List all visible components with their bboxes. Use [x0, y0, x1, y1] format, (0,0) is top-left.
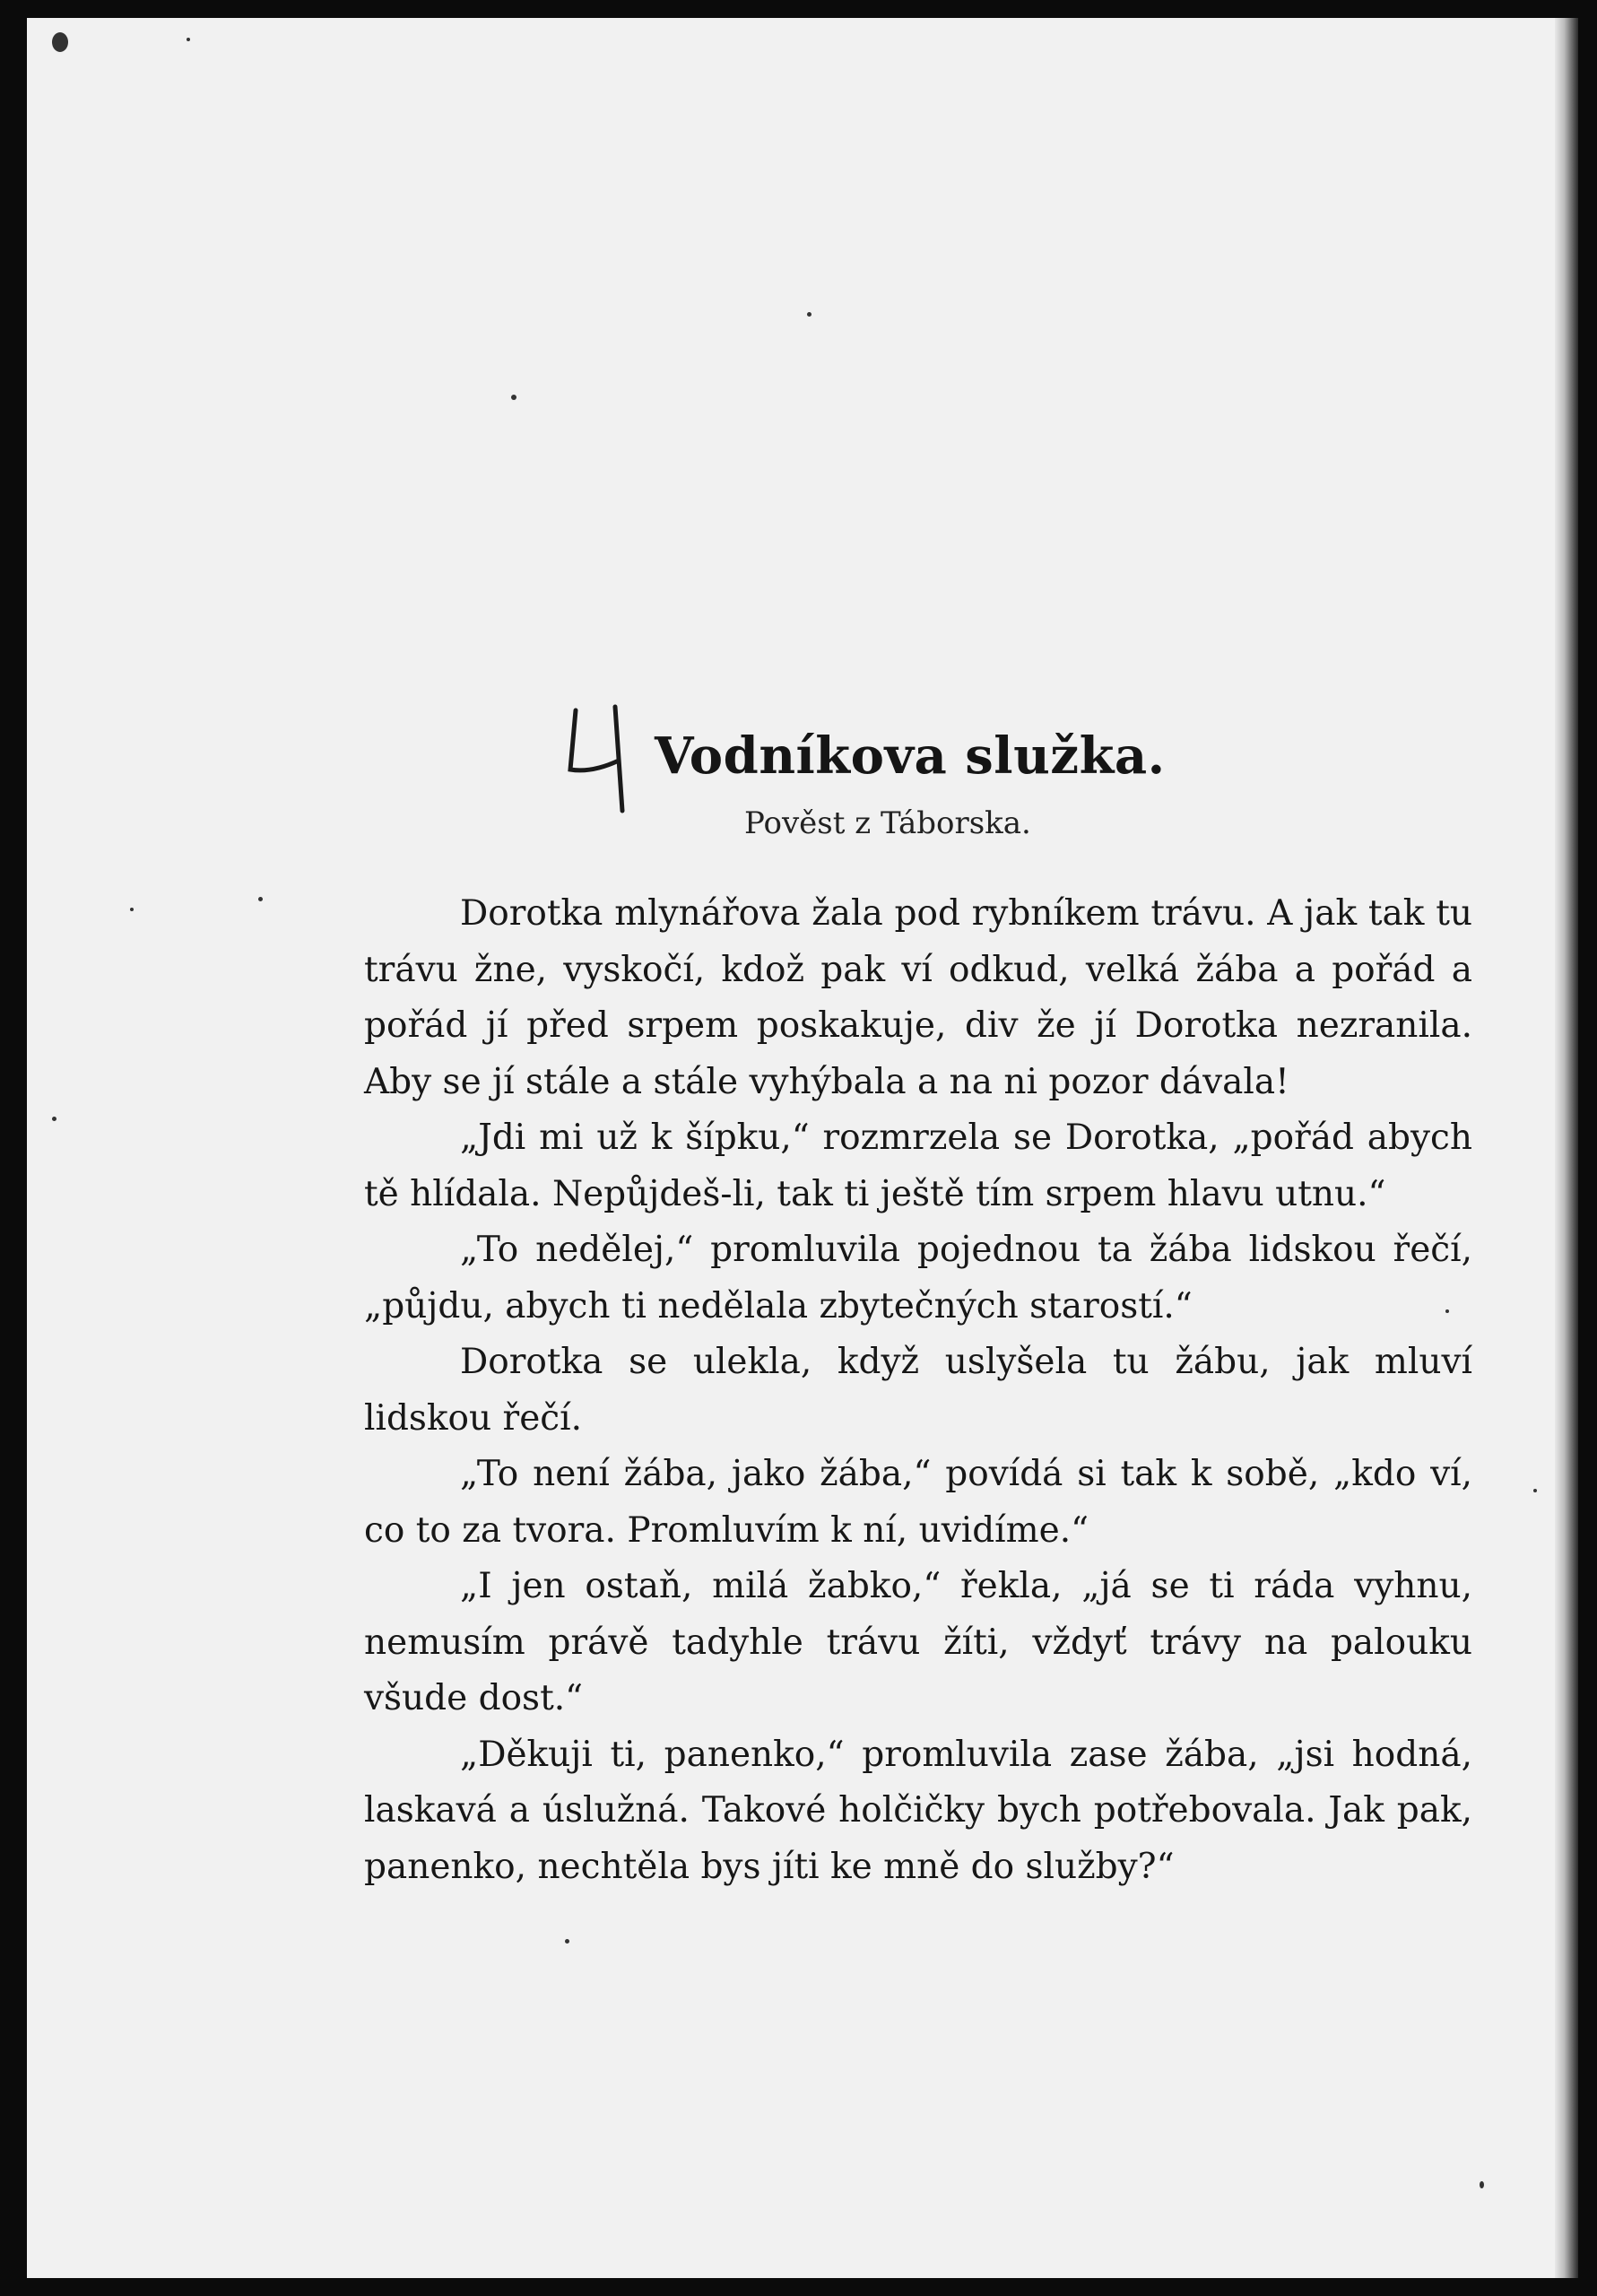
paragraph: Dorotka se ulekla, když uslyšela tu žábu, jak mluví lidskou řečí. [364, 1342, 1472, 1439]
paragraph: „To není žába, jako žába,“ povídá si tak k sobě, „kdo ví, co to za tvora. Promluvím k ní, uvidíme.“ [364, 1454, 1472, 1551]
handwritten-number [556, 700, 655, 816]
scan-speck [52, 1117, 56, 1121]
book-page [27, 18, 1578, 2278]
page-spine-shadow [1555, 18, 1578, 2278]
scan-speck [187, 38, 190, 41]
scan-speck [130, 908, 134, 911]
paragraph: Dorotka mlynářova žala pod rybníkem trávu. A jak tak tu trávu žne, vyskočí, kdož pak ví odkud, velká žába a pořád a pořád jí před srpem poskakuje, div že jí Dorotka nezranila. Aby se jí stále a stále vyhýbala a na ni pozor dávala! [364, 893, 1472, 1102]
chapter-title: Vodníkova služka. [655, 726, 1166, 786]
paragraph: „To nedělej,“ promluvila pojednou ta žába lidskou řečí, „půjdu, abych ti nedělala zbytečných starostí.“ [364, 1230, 1472, 1326]
scan-speck [52, 32, 68, 52]
scan-speck [511, 395, 516, 400]
paragraph: „I jen ostaň, milá žabko,“ řekla, „já se ti ráda vyhnu, nemusím právě tadyhle trávu žíti, vždyť trávy na palouku všude dost.“ [364, 1566, 1472, 1718]
scan-speck [258, 897, 263, 901]
chapter-subtitle: Pověst z Táborska. [744, 805, 1031, 841]
scan-speck [565, 1939, 569, 1944]
scan-speck [1480, 2181, 1484, 2188]
scan-speck [1533, 1489, 1537, 1492]
story-text [364, 886, 1472, 1895]
paragraph: „Jdi mi už k šípku,“ rozmrzela se Dorotka, „pořád abych tě hlídala. Nepůjdeš-li, tak ti ještě tím srpem hlavu utnu.“ [364, 1118, 1472, 1214]
scan-speck [807, 312, 812, 317]
paragraph: „Děkuji ti, panenko,“ promluvila zase žába, „jsi hodná, laskavá a úslužná. Takové holčičky bych potřebovala. Jak pak, panenko, nechtěla bys jíti ke mně do služby?“ [364, 1734, 1472, 1887]
